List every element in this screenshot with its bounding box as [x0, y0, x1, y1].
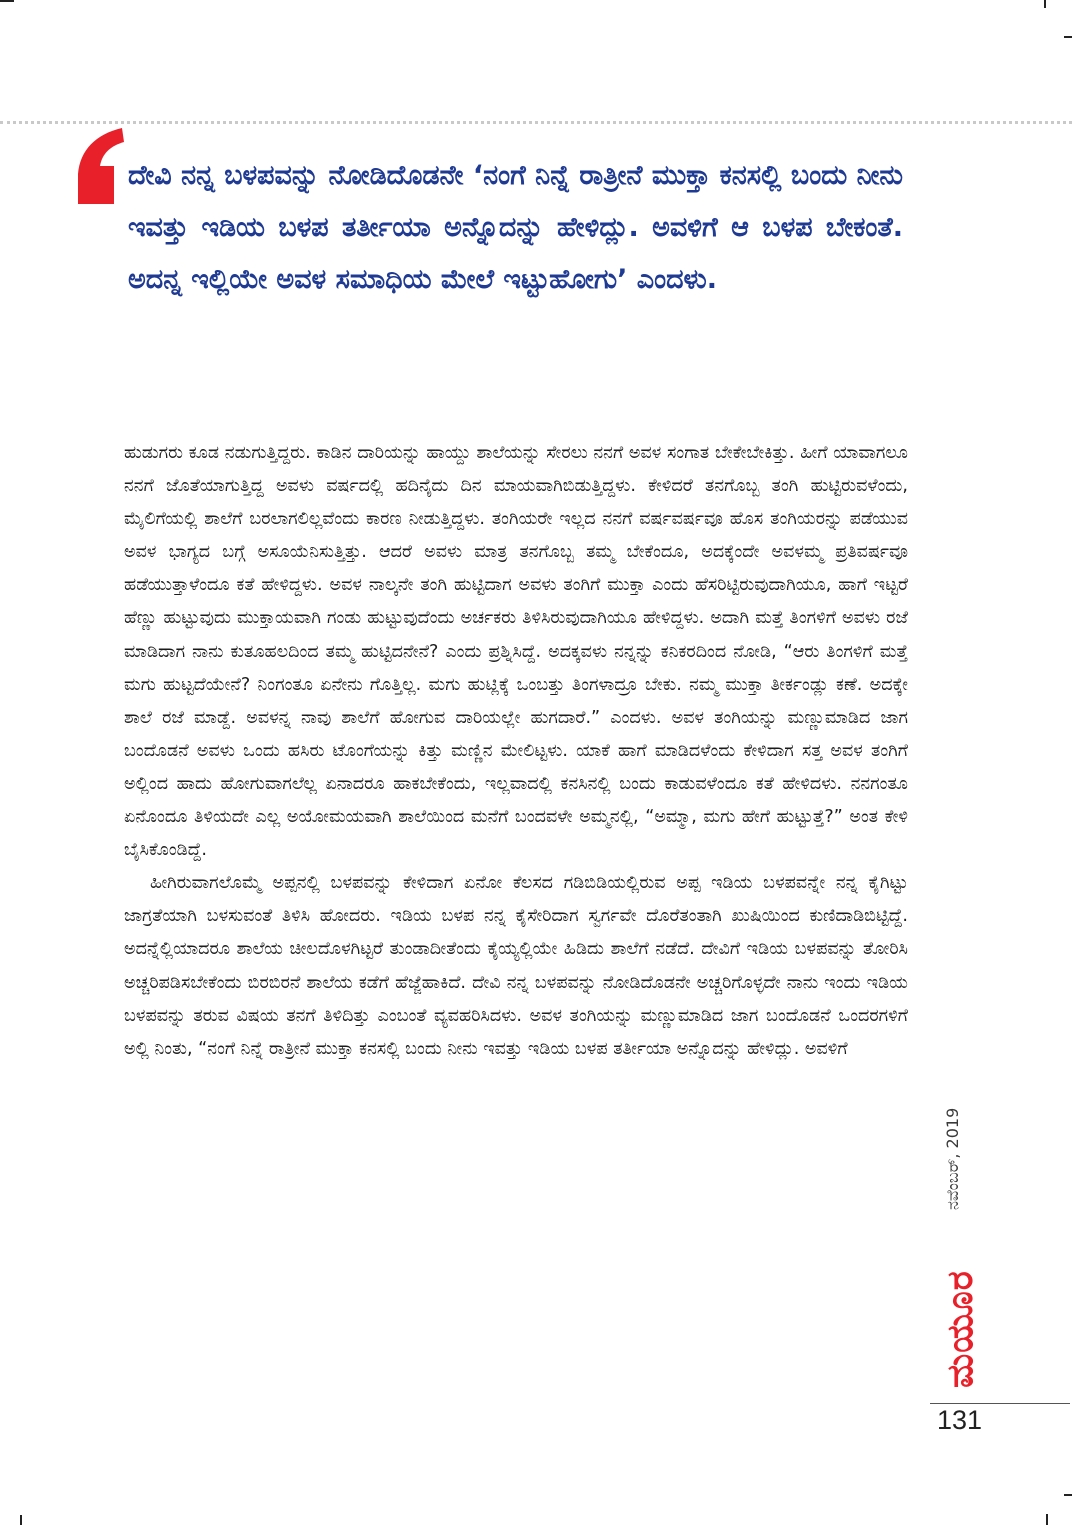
crop-mark-bottom-left	[20, 1515, 22, 1525]
crop-mark-bottom-right	[1046, 1514, 1048, 1525]
crop-mark-top-right-tick	[1064, 36, 1072, 38]
quote-mark-icon	[74, 126, 126, 208]
body-paragraph: ಹುಡುಗರು ಕೂಡ ನಡುಗುತ್ತಿದ್ದರು. ಕಾಡಿನ ದಾರಿಯನ್ನು ಹಾಯ್ದು ಶಾಲೆಯನ್ನು ಸೇರಲು ನನಗೆ ಅವಳ ಸಂಗಾತ ಬೇಕೇಬೇಕಿತ್ತು. ಹೀಗೆ ಯಾವಾಗಲೂ ನನಗೆ ಜೊತೆಯಾಗುತ್ತಿದ್ದ ಅವಳು ವರ್ಷದಲ್ಲಿ ಹದಿನೈದು ದಿನ ಮಾಯವಾಗಿಬಿಡುತ್ತಿದ್ದಳು. ಕೇಳಿದರೆ ತನಗೊಬ್ಬ ತಂಗಿ ಹುಟ್ಟಿರುವಳೆಂದು, ಮೈಲಿಗೆಯಲ್ಲಿ ಶಾಲೆಗೆ ಬರಲಾಗಲಿಲ್ಲವೆಂದು ಕಾರಣ ನೀಡುತ್ತಿದ್ದಳು. ತಂಗಿಯರೇ ಇಲ್ಲದ ನನಗೆ ವರ್ಷವರ್ಷವೂ ಹೊಸ ತಂಗಿಯರನ್ನು ಪಡೆಯುವ ಅವಳ ಭಾಗ್ಯದ ಬಗ್ಗೆ ಅಸೂಯೆನಿಸುತ್ತಿತ್ತು. ಆದರೆ ಅವಳು ಮಾತ್ರ ತನಗೊಬ್ಬ ತಮ್ಮ ಬೇಕೆಂದೂ, ಅದಕ್ಕೆಂದೇ ಅವಳಮ್ಮ ಪ್ರತಿವರ್ಷವೂ ಹಡೆಯುತ್ತಾಳೆಂದೂ ಕತೆ ಹೇಳಿದ್ದಳು. ಅವಳ ನಾಲ್ಕನೇ ತಂಗಿ ಹುಟ್ಟಿದಾಗ ಅವಳು ತಂಗಿಗೆ ಮುಕ್ತಾ ಎಂದು ಹೆಸರಿಟ್ಟಿರುವುದಾಗಿಯೂ, ಹಾಗೆ ಇಟ್ಟರೆ ಹೆಣ್ಣು ಹುಟ್ಟುವುದು ಮುಕ್ತಾಯವಾಗಿ ಗಂಡು ಹುಟ್ಟುವುದೆಂದು ಅರ್ಚಕರು ತಿಳಿಸಿರುವುದಾಗಿಯೂ ಹೇಳಿದ್ದಳು. ಅದಾಗಿ ಮತ್ತೆ ತಿಂಗಳಿಗೆ ಅವಳು ರಜೆ ಮಾಡಿದಾಗ ನಾನು ಕುತೂಹಲದಿಂದ ತಮ್ಮ ಹುಟ್ಟಿದನೇನೆ? ಎಂದು ಪ್ರಶ್ನಿಸಿದ್ದೆ. ಅದಕ್ಕವಳು ನನ್ನನ್ನು ಕನಿಕರದಿಂದ ನೋಡಿ, “ಆರು ತಿಂಗಳಿಗೆ ಮತ್ತೆ ಮಗು ಹುಟ್ಟದೆಯೇನೆ? ನಿಂಗಂತೂ ಏನೇನು ಗೊತ್ತಿಲ್ಲ. ಮಗು ಹುಟ್ಲಿಕ್ಕೆ ಒಂಬತ್ತು ತಿಂಗಳಾದ್ರೂ ಬೇಕು. ನಮ್ಮ ಮುಕ್ತಾ ತೀರ್ಕಂಡ್ಲು ಕಣೆ. ಅದಕ್ಕೇ ಶಾಲೆ ರಜೆ ಮಾಡ್ದೆ. ಅವಳನ್ನ ನಾವು ಶಾಲೆಗೆ ಹೋಗುವ ದಾರಿಯಲ್ಲೇ ಹುಗದಾರೆ.” ಎಂದಳು. ಅವಳ ತಂಗಿಯನ್ನು ಮಣ್ಣುಮಾಡಿದ ಜಾಗ ಬಂದೊಡನೆ ಅವಳು ಒಂದು ಹಸಿರು ಟೊಂಗೆಯನ್ನು ಕಿತ್ತು ಮಣ್ಣಿನ ಮೇಲಿಟ್ಟಳು. ಯಾಕೆ ಹಾಗೆ ಮಾಡಿದಳೆಂದು ಕೇಳಿದಾಗ ಸತ್ತ ಅವಳ ತಂಗಿಗೆ ಅಲ್ಲಿಂದ ಹಾದು ಹೋಗುವಾಗಲೆಲ್ಲ ಏನಾದರೂ ಹಾಕಬೇಕೆಂದು, ಇಲ್ಲವಾದಲ್ಲಿ ಕನಸಿನಲ್ಲಿ ಬಂದು ಕಾಡುವಳೆಂದೂ ಕತೆ ಹೇಳಿದಳು. ನನಗಂತೂ ಏನೊಂದೂ ತಿಳಿಯದೇ ಎಲ್ಲ ಅಯೋಮಯವಾಗಿ ಶಾಲೆಯಿಂದ ಮನೆಗೆ ಬಂದವಳೇ ಅಮ್ಮನಲ್ಲಿ, “ಅಮ್ಮಾ, ಮಗು ಹೇಗೆ ಹುಟ್ಟುತ್ತೆ?” ಅಂತ ಕೇಳಿ ಬೈಸಿಕೊಂಡಿದ್ದೆ.	[124, 443, 908, 861]
dotted-separator	[0, 121, 1072, 124]
body-paragraph: ಹೀಗಿರುವಾಗಲೊಮ್ಮೆ ಅಪ್ಪನಲ್ಲಿ ಬಳಪವನ್ನು ಕೇಳಿದಾಗ ಏನೋ ಕೆಲಸದ ಗಡಿಬಿಡಿಯಲ್ಲಿರುವ ಅಪ್ಪ ಇಡಿಯ ಬಳಪವನ್ನೇ ನನ್ನ ಕೈಗಿಟ್ಟು ಜಾಗ್ರತೆಯಾಗಿ ಬಳಸುವಂತೆ ತಿಳಿಸಿ ಹೋದರು. ಇಡಿಯ ಬಳಪ ನನ್ನ ಕೈಸೇರಿದಾಗ ಸ್ವರ್ಗವೇ ದೊರೆತಂತಾಗಿ ಖುಷಿಯಿಂದ ಕುಣಿದಾಡಿಬಿಟ್ಟಿದ್ದೆ. ಅದನ್ನೆಲ್ಲಿಯಾದರೂ ಶಾಲೆಯ ಚೀಲದೊಳಗಿಟ್ಟರೆ ತುಂಡಾದೀತೆಂದು ಕೈಯ್ಯಲ್ಲಿಯೇ ಹಿಡಿದು ಶಾಲೆಗೆ ನಡೆದೆ. ದೇವಿಗೆ ಇಡಿಯ ಬಳಪವನ್ನು ತೋರಿಸಿ ಅಚ್ಚರಿಪಡಿಸಬೇಕೆಂದು ಬಿರಬಿರನೆ ಶಾಲೆಯ ಕಡೆಗೆ ಹೆಜ್ಜೆಹಾಕಿದೆ. ದೇವಿ ನನ್ನ ಬಳಪವನ್ನು ನೋಡಿದೊಡನೇ ಅಚ್ಚರಿಗೊಳ್ಳದೇ ನಾನು ಇಂದು ಇಡಿಯ ಬಳಪವನ್ನು ತರುವ ವಿಷಯ ತನಗೆ ತಿಳಿದಿತ್ತು ಎಂಬಂತೆ ವ್ಯವಹರಿಸಿದಳು. ಅವಳ ತಂಗಿಯನ್ನು ಮಣ್ಣುಮಾಡಿದ ಜಾಗ ಬಂದೊಡನೆ ಒಂದರಗಳಿಗೆ ಅಲ್ಲಿ ನಿಂತು, “ನಂಗೆ ನಿನ್ನೆ ರಾತ್ರೀನೆ ಮುಕ್ತಾ ಕನಸಲ್ಲಿ ಬಂದು ನೀನು ಇವತ್ತು ಇಡಿಯ ಬಳಪ ತರ್ತೀಯಾ ಅನ್ನೊದನ್ನು ಹೇಳಿದ್ಲು. ಅವಳಿಗೆ	[124, 873, 908, 1059]
crop-mark-top-left	[0, 0, 14, 2]
issue-date: ನವೆಂಬರ್, 2019	[943, 1107, 962, 1210]
pull-quote-text: ದೇವಿ ನನ್ನ ಬಳಪವನ್ನು ನೋಡಿದೊಡನೇ ‘ನಂಗೆ ನಿನ್ನೆ ರಾತ್ರೀನೆ ಮುಕ್ತಾ ಕನಸಲ್ಲಿ ಬಂದು ನೀನು ಇವತ್ತು ಇಡಿಯ ಬಳಪ ತರ್ತೀಯಾ ಅನ್ನೊದನ್ನು ಹೇಳಿದ್ಲು. ಅವಳಿಗೆ ಆ ಬಳಪ ಬೇಕಂತೆ. ಅದನ್ನ ಇಲ್ಲಿಯೇ ಅವಳ ಸಮಾಧಿಯ ಮೇಲೆ ಇಟ್ಟುಹೋಗು’ ಎಂದಳು.	[128, 160, 903, 295]
magazine-logo: ಮಯೂರ	[940, 1270, 981, 1388]
footer-rule	[930, 1403, 1070, 1404]
crop-mark-bottom-right-tick	[1064, 1494, 1072, 1496]
page-number: 131	[937, 1405, 983, 1435]
crop-mark-top-right	[1044, 0, 1046, 8]
pull-quote	[128, 150, 903, 306]
article-body	[124, 437, 908, 1066]
